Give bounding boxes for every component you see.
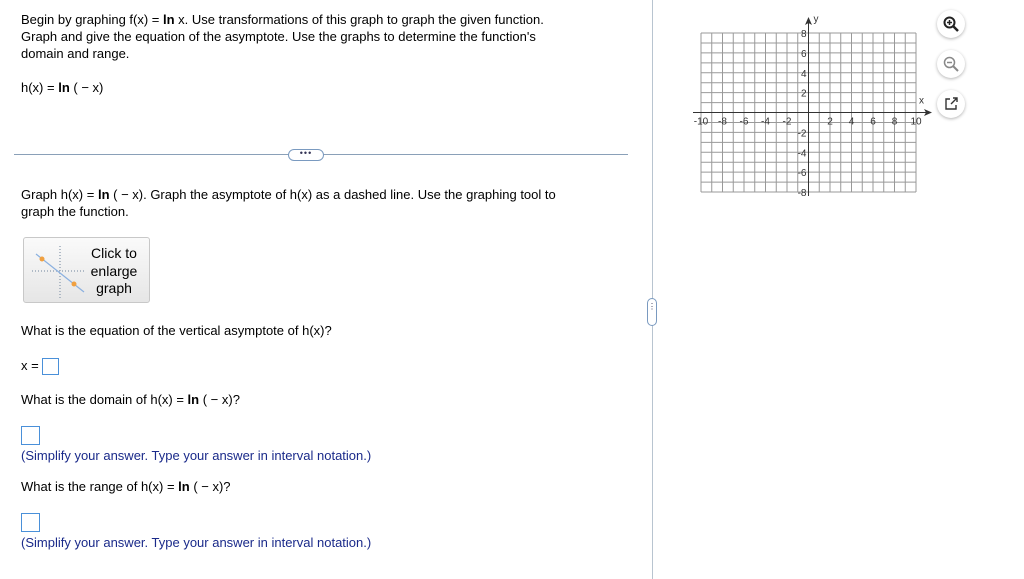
zoom-in-button[interactable]	[937, 10, 965, 38]
intro-text: x. Use transformations of this graph to graph the given function.	[174, 12, 544, 27]
ln-symbol: ln	[187, 392, 200, 407]
answer-prefix: x =	[21, 358, 39, 373]
popout-button[interactable]	[937, 90, 965, 118]
ln-symbol: ln	[58, 80, 70, 95]
question-domain	[21, 391, 240, 408]
x-tick-label: 2	[827, 116, 833, 128]
question-text: What is the domain of h(x) =	[21, 392, 188, 407]
enlarge-label: graph	[96, 280, 132, 296]
instruction-part: graph the function.	[21, 204, 129, 219]
instruction-text	[21, 186, 621, 220]
x-tick-label: -8	[718, 116, 727, 128]
x-tick-label: 4	[848, 116, 855, 128]
y-axis-label: y	[813, 14, 819, 25]
panel-divider	[652, 0, 653, 579]
asymptote-answer-row	[21, 357, 59, 375]
range-hint: (Simplify your answer. Type your answer in interval notation.)	[21, 535, 372, 550]
question-asymptote: What is the equation of the vertical asymptote of h(x)?	[21, 323, 332, 338]
y-tick-label: 4	[800, 68, 807, 80]
panel-resize-handle[interactable]: ⋮	[647, 298, 657, 326]
asymptote-input[interactable]	[42, 358, 59, 375]
enlarge-label: enlarge	[90, 262, 138, 279]
function-arg: ( − x)	[69, 80, 104, 95]
y-tick-label: 8	[800, 29, 807, 40]
ln-symbol: ln	[97, 187, 110, 202]
question-text: What is the range of h(x) =	[21, 479, 179, 494]
y-tick-label: -2	[797, 128, 807, 140]
instruction-part: ( − x). Graph the asymptote of h(x) as a dashed line. Use the graphing tool to	[109, 187, 556, 202]
y-tick-label: 2	[800, 88, 807, 100]
question-range	[21, 478, 231, 495]
popout-icon	[943, 96, 959, 112]
x-tick-label: 10	[910, 116, 922, 128]
intro-text: Graph and give the equation of the asymptote. Use the graphs to determine the function's	[21, 29, 536, 44]
domain-hint: (Simplify your answer. Type your answer in interval notation.)	[21, 448, 372, 463]
x-tick-label: -4	[761, 116, 770, 128]
intro-text: Begin by graphing f(x) =	[21, 12, 163, 27]
graph-toolbar	[937, 10, 965, 118]
coordinate-graph[interactable]	[680, 10, 940, 205]
x-axis-label: x	[919, 95, 924, 107]
y-tick-label: -8	[797, 188, 807, 199]
instruction-part: Graph h(x) =	[21, 187, 98, 202]
enlarge-graph-button[interactable]	[23, 237, 150, 303]
intro-text: domain and range.	[21, 46, 130, 61]
zoom-out-icon	[942, 55, 960, 73]
x-tick-label: -10	[693, 116, 709, 128]
x-tick-label: -2	[782, 116, 792, 128]
expand-divider-button[interactable]: •••	[288, 149, 324, 161]
graph-thumbnail-icon	[28, 240, 86, 302]
y-tick-label: -4	[797, 148, 807, 160]
range-input[interactable]	[21, 513, 40, 532]
ln-symbol: ln	[178, 479, 190, 494]
zoom-in-icon	[942, 15, 960, 33]
function-definition	[21, 79, 103, 96]
y-tick-label: 6	[800, 48, 807, 60]
x-tick-label: 6	[870, 116, 876, 128]
ln-symbol: ln	[163, 12, 175, 27]
question-text: ( − x)?	[199, 392, 240, 407]
y-tick-label: -6	[797, 168, 807, 180]
zoom-out-button[interactable]	[937, 50, 965, 78]
x-tick-label: -6	[739, 116, 749, 128]
question-text: ( − x)?	[189, 479, 231, 494]
domain-input[interactable]	[21, 426, 40, 445]
problem-statement	[21, 11, 621, 62]
function-prefix: h(x) =	[21, 80, 59, 95]
x-tick-label: 8	[891, 116, 898, 128]
enlarge-label: Click to	[91, 245, 137, 261]
